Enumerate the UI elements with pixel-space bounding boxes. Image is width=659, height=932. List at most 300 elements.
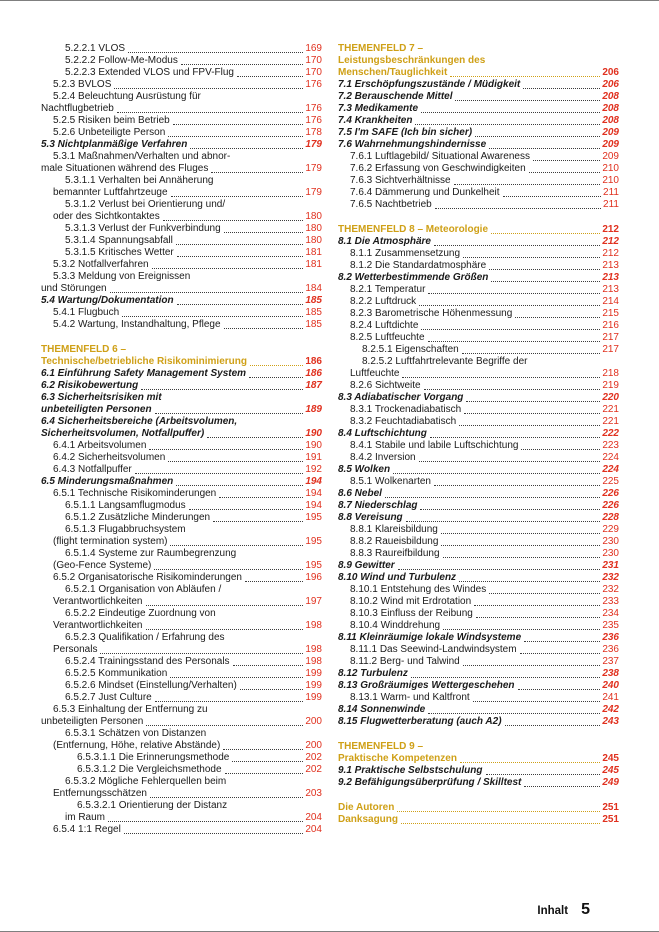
toc-page-number: 184 [305, 283, 322, 294]
dot-leader [207, 437, 303, 438]
toc-page-number: 194 [305, 476, 322, 487]
toc-entry-line [338, 380, 619, 392]
toc-heading-text: Technische/betriebliche Risikominimierung [41, 356, 247, 367]
toc-heading-line [338, 741, 619, 753]
toc-entry-text: unbeteiligten Personen [41, 404, 152, 415]
toc-entry-text: 6.5.2.6 Mindset (Einstellung/Verhalten) [65, 680, 237, 691]
toc-page-number: 169 [305, 43, 322, 54]
dot-leader [385, 497, 600, 498]
toc-entry-line [41, 776, 322, 788]
toc-page-number: 180 [305, 235, 322, 246]
toc-entry-line [338, 163, 619, 175]
dot-leader [141, 389, 303, 390]
toc-entry-text: 7.4 Krankheiten [338, 115, 413, 126]
toc-entry-line [41, 139, 322, 151]
dot-leader [515, 317, 600, 318]
toc-page-number: 213 [602, 260, 619, 271]
toc-entry-line [41, 211, 322, 223]
dot-leader [250, 365, 303, 366]
dot-leader [177, 256, 304, 257]
toc-entry-text: 6.2 Risikobewertung [41, 380, 139, 391]
toc-heading-line [338, 224, 619, 236]
toc-entry-text: 5.2.6 Unbeteiligte Person [53, 127, 166, 138]
toc-entry-text: 5.3.1.3 Verlust der Funkverbindung [65, 223, 221, 234]
toc-entry-text: 8.10.2 Wind mit Erdrotation [350, 596, 472, 607]
toc-entry-text: 5.3.3 Meldung von Ereignissen [53, 271, 191, 282]
dot-leader [420, 509, 600, 510]
dot-leader [124, 833, 303, 834]
dot-leader [393, 473, 600, 474]
toc-page-number: 181 [305, 259, 322, 270]
dot-leader [486, 774, 601, 775]
toc-page-number: 192 [305, 464, 322, 475]
toc-entry-line [338, 332, 619, 344]
toc-heading-text: THEMENFELD 6 – [41, 344, 127, 355]
toc-entry-line [338, 272, 619, 284]
toc-entry-line [338, 392, 619, 404]
toc-entry-text: 8.2.6 Sichtweite [350, 380, 421, 391]
toc-entry-line [41, 151, 322, 163]
toc-entry-line [41, 464, 322, 476]
toc-entry-line [41, 235, 322, 247]
dot-leader [443, 557, 601, 558]
toc-entry-text: 8.7 Niederschlag [338, 500, 418, 511]
toc-heading-line [338, 753, 619, 765]
toc-heading-line [338, 67, 619, 79]
toc-page-number: 199 [305, 680, 322, 691]
toc-page-number: 216 [602, 320, 619, 331]
toc-page-number: 178 [305, 127, 322, 138]
dot-leader [428, 713, 600, 714]
toc-entry-line [41, 91, 322, 103]
toc-page-number: 195 [305, 536, 322, 547]
toc-entry-line [41, 440, 322, 452]
toc-heading-text: THEMENFELD 9 – [338, 741, 424, 752]
toc-entry-text: 6.5.3.1 Schätzen von Distanzen [65, 728, 207, 739]
toc-entry-line [338, 440, 619, 452]
toc-entry-line [338, 572, 619, 584]
toc-entry-text: 7.6.3 Sichtverhältnisse [350, 175, 451, 186]
dot-leader [223, 749, 303, 750]
toc-page-number: 229 [602, 524, 619, 535]
dot-leader [213, 521, 303, 522]
toc-entry-line [41, 596, 322, 608]
dot-leader [154, 569, 303, 570]
toc-entry-line [338, 236, 619, 248]
dot-leader [240, 689, 304, 690]
toc-page-number: 195 [305, 560, 322, 571]
toc-entry-text: 8.10.4 Winddrehung [350, 620, 441, 631]
dot-leader [524, 641, 600, 642]
toc-page-number: 240 [602, 680, 619, 691]
toc-entry-text: male Situationen während des Fluges [41, 163, 209, 174]
toc-page-number: 198 [305, 620, 322, 631]
toc-page-number: 236 [602, 632, 619, 643]
dot-leader [524, 786, 600, 787]
toc-entry-line [338, 404, 619, 416]
toc-page-number: 176 [305, 103, 322, 114]
dot-leader [108, 821, 303, 822]
toc-entry-text: 7.3 Medikamente [338, 103, 419, 114]
toc-entry-text: (flight termination system) [53, 536, 168, 547]
toc-page-number: 180 [305, 223, 322, 234]
toc-entry-text: 8.9 Gewitter [338, 560, 395, 571]
toc-entry-line [41, 692, 322, 704]
dot-leader [463, 665, 601, 666]
toc-page-number: 230 [602, 536, 619, 547]
dot-leader [225, 773, 304, 774]
dot-leader [424, 389, 601, 390]
toc-entry-text: 6.5.1 Technische Risikominderungen [53, 488, 217, 499]
toc-entry-line [41, 752, 322, 764]
toc-entry-line [338, 680, 619, 692]
toc-entry-line [338, 79, 619, 91]
toc-entry-text: 5.2.5 Risiken beim Betrieb [53, 115, 170, 126]
dot-leader [411, 677, 600, 678]
toc-entry-line [41, 55, 322, 67]
toc-entry-text: 5.4.2 Wartung, Instandhaltung, Pflege [53, 319, 221, 330]
toc-entry-text: 8.2.4 Luftdichte [350, 320, 419, 331]
toc-page-number: 234 [602, 608, 619, 619]
toc-entry-line [41, 392, 322, 404]
toc-page-number: 204 [305, 812, 322, 823]
toc-entry-line [338, 765, 619, 777]
toc-entry-text: (Geo-Fence Systeme) [53, 560, 152, 571]
toc-column-right [338, 43, 619, 836]
toc-page-number: 200 [305, 740, 322, 751]
toc-entry-line [41, 620, 322, 632]
toc-entry-line [41, 404, 322, 416]
toc-page-number: 206 [602, 79, 619, 90]
dot-leader [455, 100, 600, 101]
toc-entry-text: im Raum [65, 812, 106, 823]
toc-page-number: 215 [602, 308, 619, 319]
dot-leader [415, 124, 600, 125]
toc-entry-text: Verantwortlichkeiten [53, 596, 143, 607]
toc-entry-text: 6.5.2.7 Just Culture [65, 692, 152, 703]
toc-entry-text: 8.8.3 Raureifbildung [350, 548, 440, 559]
toc-entry-text: 5.3.1.5 Kritisches Wetter [65, 247, 174, 258]
toc-entry-text: 7.1 Erschöpfungszustände / Müdigkeit [338, 79, 521, 90]
toc-entry-text: 8.13.1 Warm- und Kaltfront [350, 692, 470, 703]
toc-entry-text: 8.5.1 Wolkenarten [350, 476, 431, 487]
toc-entry-text: 8.3.2 Feuchtadiabatisch [350, 416, 457, 427]
dot-leader [176, 244, 303, 245]
toc-page-number: 202 [305, 764, 322, 775]
toc-entry-text: 8.11 Kleinräumige lokale Windsysteme [338, 632, 522, 643]
toc-page-number: 202 [305, 752, 322, 763]
toc-entry-line [41, 500, 322, 512]
toc-entry-text: 8.2.3 Barometrische Höhenmessung [350, 308, 513, 319]
dot-leader [155, 701, 304, 702]
toc-entry-line [338, 644, 619, 656]
toc-entry-text: 6.5.2.2 Eindeutige Zuordnung von [65, 608, 216, 619]
toc-entry-text: 8.15 Flugwetterberatung (auch A2) [338, 716, 502, 727]
dot-leader [150, 797, 303, 798]
toc-entry-text: Luftfeuchte [350, 368, 400, 379]
toc-page-number: 220 [602, 392, 619, 403]
toc-entry-line [41, 79, 322, 91]
toc-page-number: 194 [305, 500, 322, 511]
dot-leader [224, 232, 304, 233]
toc-entry-text: 7.6 Wahrnehmungshindernisse [338, 139, 487, 150]
toc-entry-line [338, 368, 619, 380]
dot-leader [520, 653, 601, 654]
dot-leader [128, 52, 303, 53]
toc-page-number: 209 [602, 151, 619, 162]
toc-entry-text: 5.4.1 Flugbuch [53, 307, 120, 318]
toc-page-number: 245 [602, 753, 619, 764]
toc-page-number: 187 [305, 380, 322, 391]
toc-page-number: 249 [602, 777, 619, 788]
toc-page-number: 185 [305, 319, 322, 330]
toc-entry-line [41, 560, 322, 572]
toc-entry-text: 8.13 Großräumiges Wettergeschehen [338, 680, 515, 691]
toc-entry-text: 5.2.2.3 Extended VLOS und FPV-Flug [65, 67, 234, 78]
toc-entry-text: 6.5.3.1.2 Die Vergleichsmethode [77, 764, 222, 775]
toc-entry-line [41, 283, 322, 295]
toc-page-number: 204 [305, 824, 322, 835]
dot-leader [397, 811, 600, 812]
toc-page-number: 217 [602, 344, 619, 355]
toc-entry-line [41, 488, 322, 500]
toc-entry-text: 8.14 Sonnenwinde [338, 704, 426, 715]
dot-leader [237, 76, 303, 77]
toc-entry-line [338, 548, 619, 560]
toc-entry-line [41, 259, 322, 271]
toc-page-number: 203 [305, 788, 322, 799]
toc-entry-text: 5.3.1.4 Spannungsabfall [65, 235, 173, 246]
toc-entry-line [338, 464, 619, 476]
toc-page-number: 222 [602, 428, 619, 439]
toc-page-number: 242 [602, 704, 619, 715]
toc-entry-text: 5.2.2.2 Follow-Me-Modus [65, 55, 178, 66]
toc-page-number: 196 [305, 572, 322, 583]
toc-page-number: 209 [602, 139, 619, 150]
toc-entry-text: 8.4.1 Stabile und labile Luftschichtung [350, 440, 519, 451]
toc-page-number: 243 [602, 716, 619, 727]
dot-leader [533, 160, 600, 161]
toc-entry-line [338, 584, 619, 596]
toc-page-number: 212 [602, 248, 619, 259]
toc-entry-text: bemannter Luftfahrtzeuge [53, 187, 168, 198]
toc-entry-line [41, 704, 322, 716]
toc-entry-text: 8.1.2 Die Standardatmosphäre [350, 260, 487, 271]
toc-heading-line [41, 344, 322, 356]
toc-entry-line [338, 260, 619, 272]
dot-leader [189, 509, 304, 510]
toc-entry-line [338, 428, 619, 440]
toc-page-number: 219 [602, 380, 619, 391]
dot-leader [190, 148, 303, 149]
toc-entry-text: 5.3.1 Maßnahmen/Verhalten und abnor- [53, 151, 231, 162]
toc-page-number: 179 [305, 187, 322, 198]
toc-entry-line [338, 308, 619, 320]
section-gap [338, 728, 619, 741]
dot-leader [428, 293, 600, 294]
toc-entry-line [41, 800, 322, 812]
toc-entry-line [41, 67, 322, 79]
section-gap [338, 211, 619, 224]
dot-leader [177, 304, 304, 305]
dot-leader [122, 316, 303, 317]
toc-entry-text: 8.1.1 Zusammensetzung [350, 248, 461, 259]
toc-heading-text: Die Autoren [338, 802, 395, 813]
toc-page-number: 194 [305, 488, 322, 499]
toc-entry-text: 6.5.3.2.1 Orientierung der Distanz [77, 800, 228, 811]
toc-entry-line [338, 452, 619, 464]
dot-leader [233, 665, 304, 666]
toc-entry-line [338, 91, 619, 103]
toc-entry-text: Nachtflugbetrieb [41, 103, 114, 114]
toc-entry-line [41, 103, 322, 115]
toc-page-number: 176 [305, 115, 322, 126]
dot-leader [505, 725, 601, 726]
toc-entry-line [338, 632, 619, 644]
dot-leader [421, 329, 600, 330]
toc-entry-line [41, 187, 322, 199]
toc-page-number: 224 [602, 464, 619, 475]
toc-entry-line [41, 668, 322, 680]
toc-entry-line [41, 115, 322, 127]
toc-page-number: 213 [602, 272, 619, 283]
dot-leader [428, 341, 601, 342]
toc-entry-line [41, 632, 322, 644]
toc-page-number: 186 [305, 368, 322, 379]
dot-leader [135, 473, 304, 474]
toc-entry-text: 5.2.2.1 VLOS [65, 43, 126, 54]
dot-leader [168, 461, 303, 462]
toc-entry-line [338, 320, 619, 332]
toc-columns [0, 1, 659, 836]
dot-leader [219, 497, 303, 498]
dot-leader [434, 245, 600, 246]
dot-leader [454, 184, 601, 185]
toc-entry-line [338, 488, 619, 500]
dot-leader [211, 172, 303, 173]
toc-page-number: 230 [602, 548, 619, 559]
toc-entry-text: 6.5.4 1:1 Regel [53, 824, 121, 835]
dot-leader [473, 701, 601, 702]
toc-heading-text: Praktische Kompetenzen [338, 753, 457, 764]
dot-leader [171, 196, 304, 197]
toc-entry-line [41, 163, 322, 175]
toc-entry-line [41, 656, 322, 668]
dot-leader [181, 64, 303, 65]
toc-page-number: 235 [602, 620, 619, 631]
toc-entry-line [338, 692, 619, 704]
toc-entry-line [338, 620, 619, 632]
toc-page-number: 245 [602, 765, 619, 776]
dot-leader [155, 413, 304, 414]
toc-heading-line [338, 814, 619, 826]
toc-entry-line [41, 824, 322, 836]
toc-entry-text: 6.5.2 Organisatorische Risikominderungen [53, 572, 242, 583]
toc-entry-text: 8.4 Luftschichtung [338, 428, 427, 439]
toc-entry-text: 8.3.1 Trockenadiabatisch [350, 404, 462, 415]
toc-page-number: 179 [305, 139, 322, 150]
toc-entry-text: 8.2.5.2 Luftfahrtrelevante Begriffe der [362, 356, 528, 367]
toc-entry-text: Sicherheitsvolumen, Notfallpuffer) [41, 428, 205, 439]
toc-entry-text: 8.3 Adiabatischer Vorgang [338, 392, 464, 403]
toc-entry-line [41, 524, 322, 536]
toc-page-number: 208 [602, 91, 619, 102]
dot-leader [421, 112, 600, 113]
toc-entry-line [41, 223, 322, 235]
toc-page-number: 223 [602, 440, 619, 451]
toc-entry-text: 8.8.2 Raueisbildung [350, 536, 439, 547]
toc-entry-line [41, 368, 322, 380]
dot-leader [521, 449, 600, 450]
toc-page-number: 228 [602, 512, 619, 523]
dot-leader [152, 268, 304, 269]
toc-entry-line [338, 656, 619, 668]
toc-page-number: 251 [602, 814, 619, 825]
toc-page-number: 195 [305, 512, 322, 523]
toc-entry-line [338, 524, 619, 536]
toc-page-number: 189 [305, 404, 322, 415]
dot-leader [489, 148, 600, 149]
toc-entry-line [338, 139, 619, 151]
toc-entry-text: 7.6.4 Dämmerung und Dunkelheit [350, 187, 500, 198]
toc-page-number: 226 [602, 488, 619, 499]
dot-leader [491, 281, 600, 282]
dot-leader [401, 823, 600, 824]
dot-leader [489, 593, 600, 594]
toc-entry-line [338, 596, 619, 608]
toc-page-number: 210 [602, 175, 619, 186]
toc-entry-text: 8.12 Turbulenz [338, 668, 408, 679]
toc-entry-text: 6.5.2.3 Qualifikation / Erfahrung des [65, 632, 225, 643]
toc-entry-line [338, 608, 619, 620]
toc-entry-text: 5.3.1.2 Verlust bei Orientierung und/ [65, 199, 226, 210]
toc-entry-text: 8.4.2 Inversion [350, 452, 416, 463]
toc-entry-line [41, 740, 322, 752]
toc-entry-text: 5.3.2 Notfallverfahren [53, 259, 149, 270]
toc-entry-text: 6.4.2 Sicherheitsvolumen [53, 452, 166, 463]
dot-leader [100, 653, 303, 654]
dot-leader [146, 725, 303, 726]
toc-entry-text: 8.8.1 Klareisbildung [350, 524, 438, 535]
dot-leader [249, 377, 303, 378]
toc-heading-text: Leistungsbeschränkungen des [338, 55, 486, 66]
toc-entry-line [41, 788, 322, 800]
toc-page-number: 209 [602, 127, 619, 138]
dot-leader [518, 689, 601, 690]
toc-page-number: 232 [602, 584, 619, 595]
toc-page-number: 191 [305, 452, 322, 463]
dot-leader [523, 88, 600, 89]
toc-entry-text: 6.1 Einführung Safety Management System [41, 368, 247, 379]
toc-entry-line [338, 284, 619, 296]
toc-entry-text: 6.3 Sicherheitsrisiken mit [41, 392, 162, 403]
toc-page-number: 214 [602, 296, 619, 307]
toc-entry-line [338, 344, 619, 356]
toc-entry-line [41, 764, 322, 776]
toc-heading-line [338, 802, 619, 814]
toc-entry-line [338, 716, 619, 728]
toc-page-number: 179 [305, 163, 322, 174]
dot-leader [460, 762, 600, 763]
dot-leader [398, 569, 601, 570]
dot-leader [450, 76, 600, 77]
toc-heading-text: THEMENFELD 7 – [338, 43, 424, 54]
toc-entry-text: 6.4 Sicherheitsbereiche (Arbeitsvolumen, [41, 416, 238, 427]
toc-entry-text: 6.5.2.1 Organisation von Abläufen / [65, 584, 222, 595]
toc-entry-line [338, 296, 619, 308]
toc-page-number: 190 [305, 428, 322, 439]
section-gap [41, 331, 322, 344]
